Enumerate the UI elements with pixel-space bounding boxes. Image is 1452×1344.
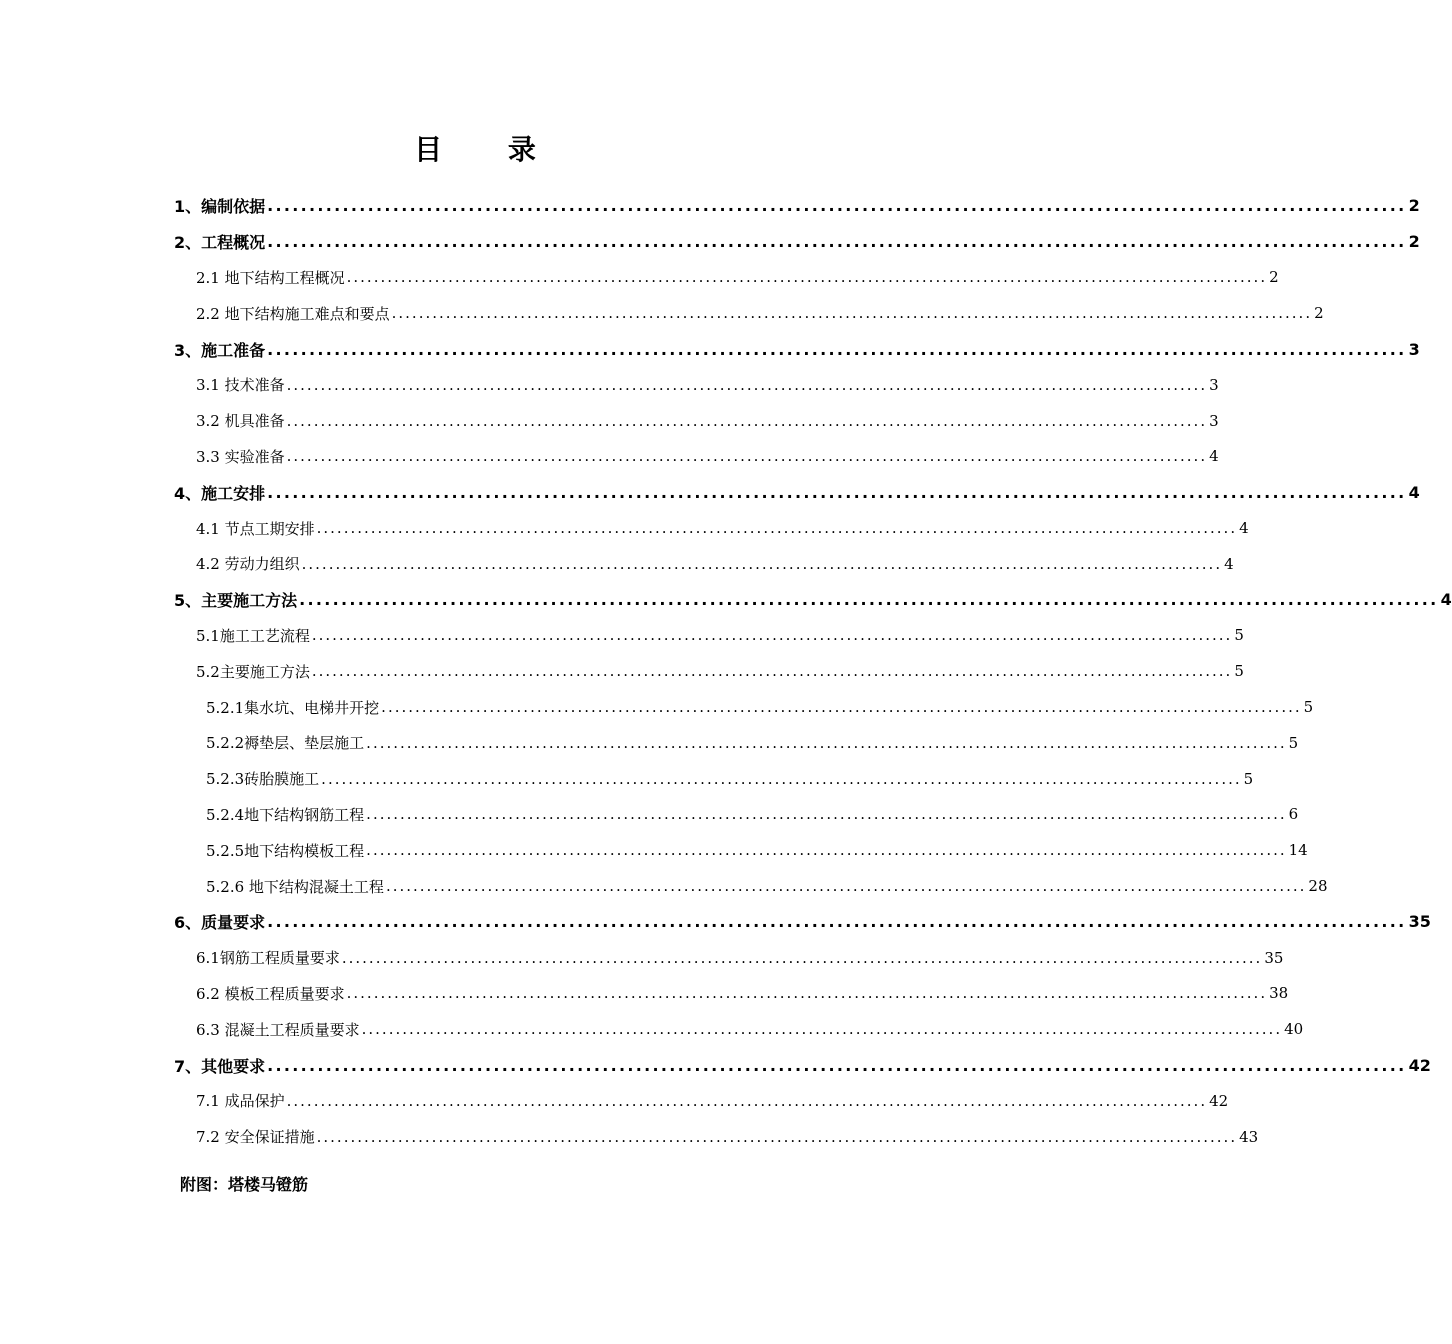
toc-entry-label: 2、工程概况 (174, 233, 266, 253)
toc-entry-page-number: 4 (1224, 554, 1234, 573)
toc-entry-page-number: 5 (1234, 626, 1244, 645)
toc-entry[interactable] (0, 1119, 1259, 1155)
toc-entry-page-number: 42 (1408, 1055, 1431, 1075)
toc-entry[interactable] (0, 618, 1244, 654)
toc-dot-leader: ........................................................................................................................................ (366, 841, 1287, 860)
toc-dot-leader: ........................................................................................................................................ (346, 268, 1268, 287)
toc-entry-page-number: 4 (1440, 590, 1452, 610)
toc-entry[interactable] (0, 940, 1284, 976)
toc-entry-page-number: 2 (1314, 304, 1324, 323)
toc-entry-label: 6.2 模板工程质量要求 (196, 984, 345, 1003)
toc-entry-page-number: 4 (1209, 447, 1219, 466)
toc-entry-page-number: 35 (1264, 948, 1284, 967)
toc-entry-page-number: 2 (1408, 196, 1420, 216)
toc-entry-page-number: 42 (1209, 1091, 1229, 1110)
toc-entry-label: 2.2 地下结构施工难点和要点 (196, 304, 390, 323)
toc-dot-leader: ........................................................................................................................................ (346, 984, 1268, 1003)
toc-entry-page-number: 5 (1288, 733, 1299, 752)
toc-entry-label: 5、主要施工方法 (174, 591, 298, 611)
toc-entry-label: 5.2.2褥垫层、垫层施工 (206, 734, 365, 753)
toc-entry[interactable] (0, 653, 1244, 689)
toc-entry-label: 5.1施工工艺流程 (196, 626, 310, 645)
toc-entry[interactable] (0, 546, 1234, 582)
toc-dot-leader: ........................................................................................................................................ (366, 805, 1287, 824)
toc-entry-label: 6.1钢筋工程质量要求 (196, 949, 340, 968)
toc-entry-page-number: 4 (1239, 519, 1249, 538)
toc-dot-leader: ........................................................................................................................................ (286, 375, 1208, 394)
toc-entry-page-number: 43 (1239, 1127, 1259, 1146)
toc-entry-label: 5.2.1集水坑、电梯井开挖 (206, 698, 380, 717)
toc-entry-label: 7.1 成品保护 (196, 1092, 285, 1111)
toc-entry[interactable] (0, 224, 1420, 260)
table-of-contents (0, 188, 1452, 1155)
toc-entry-label: 1、编制依据 (174, 197, 266, 217)
toc-entry-page-number: 5 (1234, 662, 1244, 681)
toc-dot-leader: ........................................................................................................................................ (301, 554, 1223, 573)
toc-dot-leader: ........................................................................................................................................ (316, 519, 1238, 538)
toc-dot-leader: ........................................................................................................................................ (267, 1055, 1407, 1075)
toc-entry-page-number: 3 (1209, 411, 1219, 430)
toc-entry-page-number: 3 (1408, 339, 1420, 359)
toc-entry[interactable] (0, 474, 1420, 510)
toc-entry-label: 5.2主要施工方法 (196, 662, 310, 681)
toc-entry-label: 4.2 劳动力组织 (196, 555, 300, 574)
appendix-note: 附图：塔楼马镫筋 (180, 1175, 309, 1194)
toc-entry[interactable] (0, 868, 1328, 904)
toc-entry-label: 5.2.5地下结构模板工程 (206, 841, 365, 860)
toc-entry[interactable] (0, 832, 1308, 868)
toc-entry[interactable] (0, 188, 1420, 224)
page-title: 目 录 (414, 133, 564, 166)
toc-dot-leader: ........................................................................................................................................ (286, 1091, 1208, 1110)
toc-entry[interactable] (0, 582, 1452, 618)
toc-entry[interactable] (0, 367, 1219, 403)
toc-dot-leader: ........................................................................................................................................ (385, 877, 1307, 896)
toc-entry-label: 3、施工准备 (174, 340, 266, 360)
toc-dot-leader: ........................................................................................................................................ (311, 626, 1233, 645)
toc-dot-leader: ........................................................................................................................................ (299, 590, 1439, 610)
toc-dot-leader: ........................................................................................................................................ (286, 447, 1208, 466)
toc-entry-page-number: 28 (1308, 877, 1328, 896)
toc-entry-page-number: 4 (1408, 482, 1420, 502)
toc-entry-label: 5.2.4地下结构钢筋工程 (206, 805, 365, 824)
toc-entry-label: 3.1 技术准备 (196, 376, 285, 395)
toc-entry-label: 3.3 实验准备 (196, 447, 285, 466)
toc-entry[interactable] (0, 295, 1324, 331)
toc-entry[interactable] (0, 331, 1420, 367)
toc-entry[interactable] (0, 510, 1249, 546)
toc-entry-label: 3.2 机具准备 (196, 412, 285, 431)
toc-entry-label: 5.2.3砖胎膜施工 (206, 770, 320, 789)
toc-entry-page-number: 3 (1209, 375, 1219, 394)
toc-entry-page-number: 2 (1269, 268, 1279, 287)
toc-entry[interactable] (0, 260, 1279, 296)
toc-dot-leader: ........................................................................................................................................ (267, 196, 1407, 216)
toc-entry-label: 6.3 混凝土工程质量要求 (196, 1020, 360, 1039)
toc-entry-page-number: 6 (1288, 805, 1299, 824)
toc-entry-page-number: 38 (1269, 984, 1289, 1003)
toc-entry[interactable] (0, 439, 1219, 475)
toc-entry-page-number: 40 (1284, 1020, 1304, 1039)
toc-dot-leader: ........................................................................................................................................ (316, 1127, 1238, 1146)
toc-entry-page-number: 35 (1408, 912, 1431, 932)
toc-dot-leader: ........................................................................................................................................ (381, 698, 1302, 717)
toc-entry[interactable] (0, 976, 1289, 1012)
toc-entry[interactable] (0, 797, 1299, 833)
toc-entry-label: 7、其他要求 (174, 1056, 266, 1076)
toc-entry[interactable] (0, 725, 1299, 761)
toc-dot-leader: ........................................................................................................................................ (286, 411, 1208, 430)
toc-entry-page-number: 5 (1243, 769, 1254, 788)
toc-dot-leader: ........................................................................................................................................ (391, 304, 1313, 323)
toc-dot-leader: ........................................................................................................................................ (267, 482, 1407, 502)
toc-entry-label: 2.1 地下结构工程概况 (196, 268, 345, 287)
toc-dot-leader: ........................................................................................................................................ (366, 733, 1287, 752)
toc-dot-leader: ........................................................................................................................................ (311, 662, 1233, 681)
toc-entry-label: 5.2.6 地下结构混凝土工程 (206, 877, 384, 896)
toc-dot-leader: ........................................................................................................................................ (267, 232, 1407, 252)
toc-dot-leader: ........................................................................................................................................ (267, 912, 1407, 932)
toc-entry-page-number: 2 (1408, 232, 1420, 252)
toc-entry[interactable] (0, 403, 1219, 439)
toc-entry[interactable] (0, 761, 1254, 797)
toc-entry-page-number: 14 (1288, 841, 1308, 860)
toc-entry[interactable] (0, 689, 1314, 725)
toc-dot-leader: ........................................................................................................................................ (341, 948, 1263, 967)
toc-entry-page-number: 5 (1303, 698, 1314, 717)
toc-entry[interactable] (0, 904, 1431, 940)
toc-entry-label: 4.1 节点工期安排 (196, 519, 315, 538)
toc-entry-label: 6、质量要求 (174, 913, 266, 933)
toc-dot-leader: ........................................................................................................................................ (267, 339, 1407, 359)
toc-entry[interactable] (0, 1047, 1431, 1083)
toc-dot-leader: ........................................................................................................................................ (361, 1020, 1283, 1039)
toc-entry-label: 7.2 安全保证措施 (196, 1128, 315, 1147)
toc-entry-label: 4、施工安排 (174, 483, 266, 503)
toc-dot-leader: ........................................................................................................................................ (321, 769, 1242, 788)
toc-entry[interactable] (0, 1011, 1304, 1047)
toc-entry[interactable] (0, 1083, 1229, 1119)
